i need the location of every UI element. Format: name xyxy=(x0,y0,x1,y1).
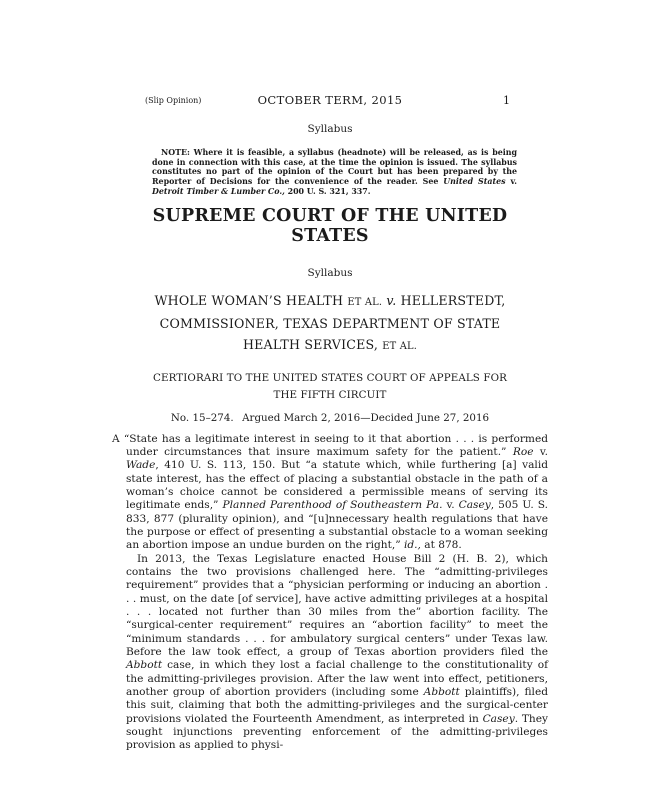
court-name-heading: SUPREME COURT OF THE UNITED STATES xyxy=(152,205,508,246)
syllabus-paragraph-1: A “State has a legitimate interest in seeing to it that abortion . . . is performed under circumstances that insure maximum safety for the patient.” Roe v. Wade, 410 U. S. 113, 150. But “a statute which, while furthering [a] valid state interest, has the effect of placing a substantial obstacle in the path of a woman’s choice cannot be considered a permissible means of serving its legitimate ends,” Planned Parenthood of Southeastern Pa. v. Casey, 505 U. S. 833, 877 (plurality opinion), and “[u]nnecessary health regulations that have the purpose or effect of presenting a substantial obstacle to a woman seeking an abortion impose an undue burden on the right,” id., at 878. xyxy=(112,432,548,552)
running-header xyxy=(112,93,548,108)
docket-line: No. 15–274. Argued March 2, 2016—Decided June 27, 2016 xyxy=(170,411,490,424)
case-title-line-2: COMMISSIONER, TEXAS DEPARTMENT OF STATE xyxy=(159,315,501,331)
case-title xyxy=(112,290,548,357)
slip-opinion-label: (Slip Opinion) xyxy=(145,96,202,105)
term-title: OCTOBER TERM, 2015 xyxy=(257,93,403,107)
case-title-line-1: WHOLE WOMAN’S HEALTH ET AL. v. HELLERSTEDT, xyxy=(154,292,506,308)
certiorari-line-1: CERTIORARI TO THE UNITED STATES COURT OF APPEALS FOR xyxy=(153,371,507,384)
case-title-line-3: HEALTH SERVICES, ET AL. xyxy=(242,336,418,352)
syllabus-paragraph-2: In 2013, the Texas Legislature enacted House Bill 2 (H. B. 2), which contains the two provisions challenged here. The “admitting-privileges requirement” provides that a “physician performing or inducing an abortion . . . must, on the date [of service], have active admitting privileges at a hospital . . . located not further than 30 miles from the” abortion facility. The “surgical-center requirement” requires an “abortion facility” to meet the “minimum standards . . . for ambulatory surgical centers” under Texas law. Before the law took effect, a group of Texas abortion providers filed the Abbott case, in which they lost a facial challenge to the constitutionality of the admitting-privileges provision. After the law went into effect, petitioners, another group of abortion providers (including some Abbott plaintiffs), filed this suit, claiming that both the admitting-privileges and the surgical-center provisions violated the Fourteenth Amendment, as interpreted in Casey. They sought injunctions preventing enforcement of the admitting-privileges provision as applied to physi- xyxy=(126,552,548,752)
certiorari-line-2: THE FIFTH CIRCUIT xyxy=(273,388,387,401)
page-content xyxy=(112,93,548,753)
certiorari-statement xyxy=(112,370,548,404)
reporter-note: NOTE: Where it is feasible, a syllabus (headnote) will be released, as is being done in connection with this case, at the time the opinion is issued. The syllabus constitutes no part of the opinion of the Court but has been prepared by the Reporter of Decisions for the convenience of the reader. See United States v. Detroit Timber & Lumber Co., 200 U. S. 321, 337. xyxy=(152,148,517,196)
syllabus-body xyxy=(112,433,548,753)
syllabus-heading-top: Syllabus xyxy=(307,123,353,135)
syllabus-heading-mid: Syllabus xyxy=(307,266,353,279)
page-number: 1 xyxy=(503,94,510,107)
